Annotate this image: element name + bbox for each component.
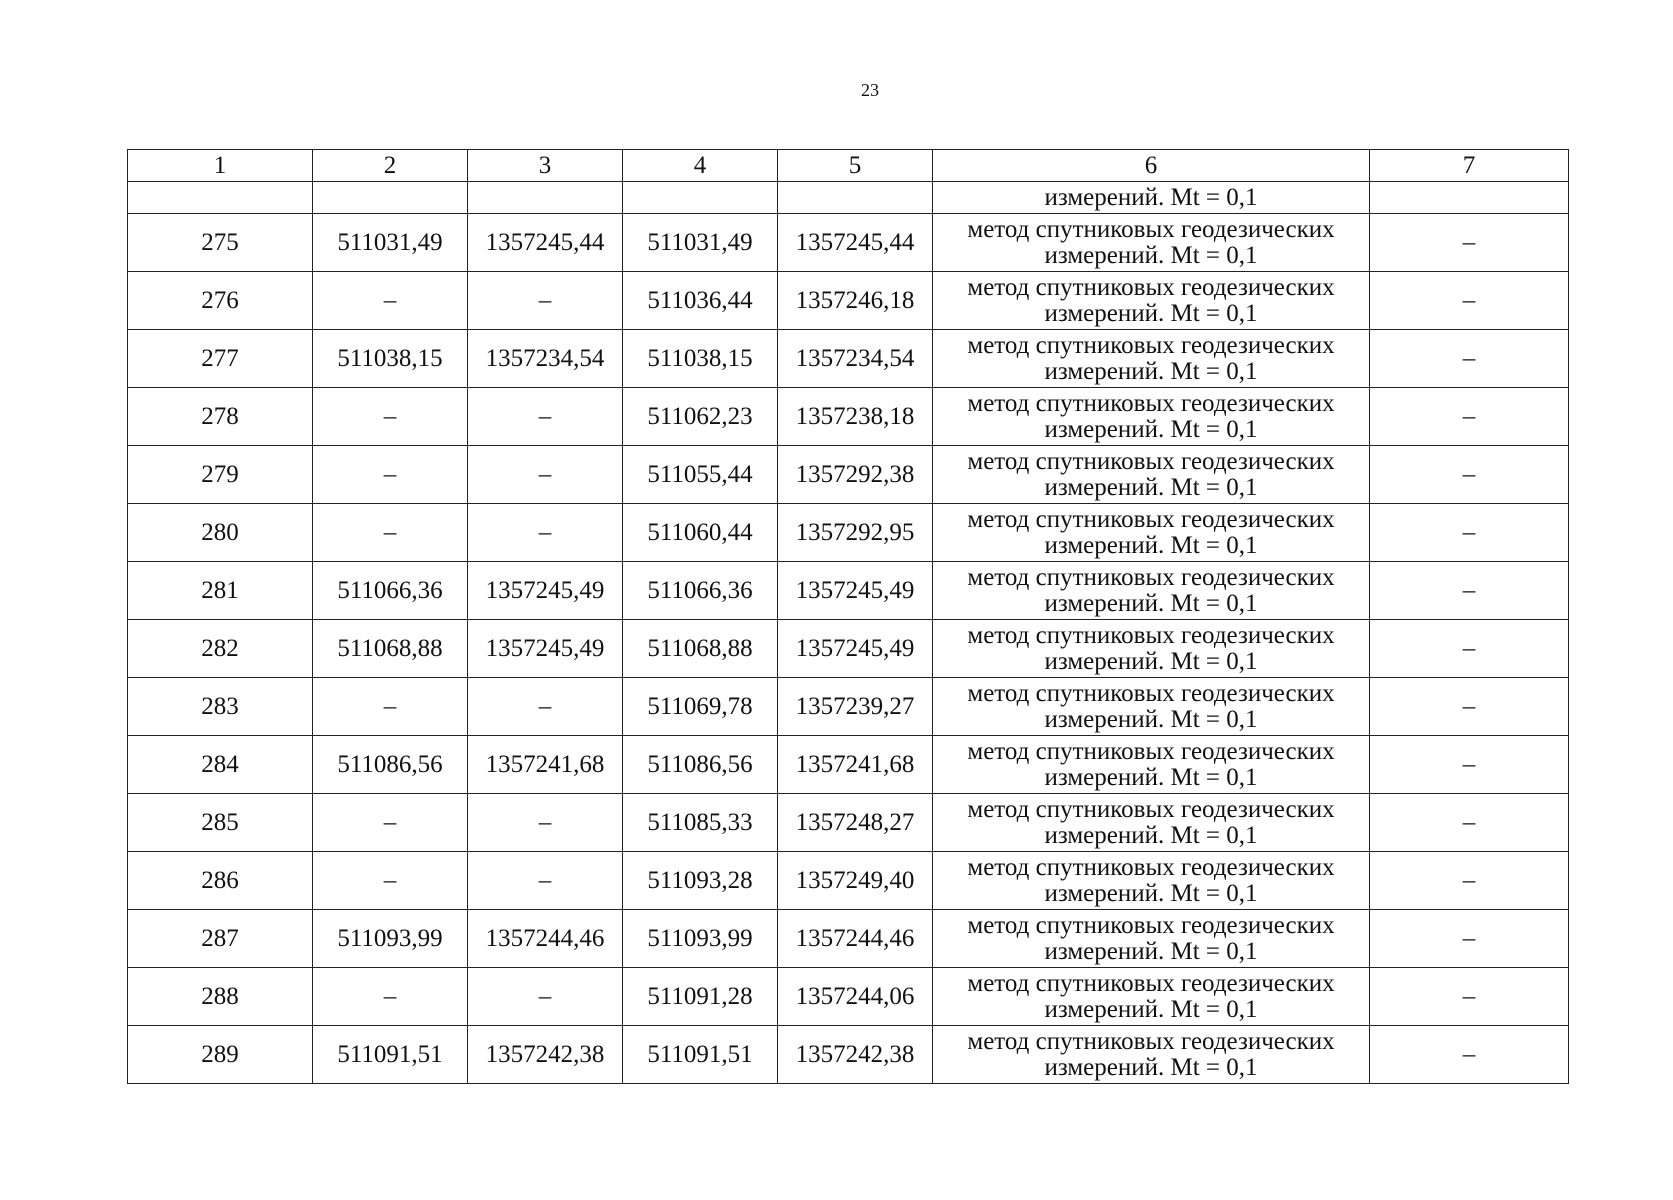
x-existing-cell: – (313, 678, 468, 736)
method-line-1: метод спутниковых геодезических (967, 795, 1335, 823)
y-refined-cell: 1357244,46 (778, 910, 933, 968)
y-refined-cell: 1357245,44 (778, 214, 933, 272)
table-row (128, 910, 1569, 968)
method-cell (933, 330, 1370, 388)
note-cell: – (1370, 446, 1569, 504)
x-refined-cell: 511038,15 (623, 330, 778, 388)
method-line-2: измерений. Mt = 0,1 (1044, 647, 1258, 675)
method-line-2: измерений. Mt = 0,1 (1044, 473, 1258, 501)
method-line-1: метод спутниковых геодезических (967, 911, 1335, 939)
point-number-cell: 280 (128, 504, 313, 562)
y-refined-cell: 1357234,54 (778, 330, 933, 388)
x-refined-cell: 511060,44 (623, 504, 778, 562)
x-existing-cell: 511066,36 (313, 562, 468, 620)
x-existing-cell: 511086,56 (313, 736, 468, 794)
method-cell (933, 736, 1370, 794)
point-number-cell: 284 (128, 736, 313, 794)
table-body (128, 182, 1569, 1084)
method-line-2: измерений. Mt = 0,1 (1044, 589, 1258, 617)
x-refined-cell: 511069,78 (623, 678, 778, 736)
point-number-cell: 279 (128, 446, 313, 504)
note-cell: – (1370, 214, 1569, 272)
y-existing-cell: – (468, 968, 623, 1026)
coordinates-table (127, 149, 1569, 1084)
y-existing-cell: – (468, 446, 623, 504)
method-cell (933, 272, 1370, 330)
method-cell (933, 678, 1370, 736)
y-refined-cell: 1357292,95 (778, 504, 933, 562)
table-row (128, 852, 1569, 910)
table-row (128, 1026, 1569, 1084)
y-refined-cell: 1357244,06 (778, 968, 933, 1026)
point-number-cell: 285 (128, 794, 313, 852)
method-cell (933, 1026, 1370, 1084)
note-cell: – (1370, 794, 1569, 852)
x-existing-cell: 511038,15 (313, 330, 468, 388)
x-existing-cell: – (313, 446, 468, 504)
continuation-method-cell: измерений. Mt = 0,1 (933, 182, 1370, 214)
x-refined-cell: 511086,56 (623, 736, 778, 794)
y-existing-cell: 1357245,44 (468, 214, 623, 272)
y-existing-cell: 1357242,38 (468, 1026, 623, 1084)
method-line-2: измерений. Mt = 0,1 (1044, 705, 1258, 733)
point-number-cell: 288 (128, 968, 313, 1026)
x-refined-cell: 511085,33 (623, 794, 778, 852)
y-refined-cell: 1357242,38 (778, 1026, 933, 1084)
y-refined-cell: 1357292,38 (778, 446, 933, 504)
method-line-2: измерений. Mt = 0,1 (1044, 357, 1258, 385)
method-cell (933, 794, 1370, 852)
method-line-1: метод спутниковых геодезических (967, 447, 1335, 475)
y-refined-cell: 1357245,49 (778, 620, 933, 678)
x-refined-cell: 511062,23 (623, 388, 778, 446)
x-refined-cell: 511091,51 (623, 1026, 778, 1084)
column-header-2: 2 (313, 150, 468, 182)
method-line-2: измерений. Mt = 0,1 (1044, 821, 1258, 849)
method-cell (933, 388, 1370, 446)
point-number-cell: 278 (128, 388, 313, 446)
note-cell: – (1370, 562, 1569, 620)
column-header-7: 7 (1370, 150, 1569, 182)
page-number: 23 (861, 80, 879, 100)
method-cell (933, 620, 1370, 678)
point-number-cell: 283 (128, 678, 313, 736)
y-refined-cell: 1357246,18 (778, 272, 933, 330)
y-existing-cell: – (468, 272, 623, 330)
column-header-5: 5 (778, 150, 933, 182)
note-cell: – (1370, 388, 1569, 446)
method-line-2: измерений. Mt = 0,1 (1044, 995, 1258, 1023)
point-number-cell: 276 (128, 272, 313, 330)
method-line-2: измерений. Mt = 0,1 (1044, 531, 1258, 559)
table-row (128, 562, 1569, 620)
table-row (128, 214, 1569, 272)
table-row (128, 736, 1569, 794)
continuation-row (128, 182, 1569, 214)
method-line-1: метод спутниковых геодезических (967, 331, 1335, 359)
note-cell: – (1370, 852, 1569, 910)
x-refined-cell: 511066,36 (623, 562, 778, 620)
table-row (128, 504, 1569, 562)
table-cell (623, 182, 778, 214)
method-line-2: измерений. Mt = 0,1 (1044, 415, 1258, 443)
method-line-2: измерений. Mt = 0,1 (1044, 1053, 1258, 1081)
x-existing-cell: – (313, 504, 468, 562)
point-number-cell: 281 (128, 562, 313, 620)
note-cell: – (1370, 968, 1569, 1026)
method-line-2: измерений. Mt = 0,1 (1044, 299, 1258, 327)
method-line-1: метод спутниковых геодезических (967, 273, 1335, 301)
x-existing-cell: 511093,99 (313, 910, 468, 968)
y-refined-cell: 1357241,68 (778, 736, 933, 794)
x-existing-cell: 511031,49 (313, 214, 468, 272)
method-cell (933, 562, 1370, 620)
table-row (128, 272, 1569, 330)
note-cell: – (1370, 910, 1569, 968)
y-existing-cell: – (468, 678, 623, 736)
y-refined-cell: 1357249,40 (778, 852, 933, 910)
method-line-1: метод спутниковых геодезических (967, 679, 1335, 707)
table-cell (313, 182, 468, 214)
method-line-2: измерений. Mt = 0,1 (1044, 241, 1258, 269)
method-cell (933, 968, 1370, 1026)
method-line-2: измерений. Mt = 0,1 (1044, 879, 1258, 907)
method-cell (933, 214, 1370, 272)
table-cell (128, 182, 313, 214)
y-existing-cell: 1357234,54 (468, 330, 623, 388)
y-existing-cell: 1357245,49 (468, 620, 623, 678)
y-existing-cell: – (468, 794, 623, 852)
y-existing-cell: – (468, 504, 623, 562)
method-line-2: измерений. Mt = 0,1 (1044, 763, 1258, 791)
note-cell: – (1370, 504, 1569, 562)
method-line-1: метод спутниковых геодезических (967, 621, 1335, 649)
x-existing-cell: – (313, 272, 468, 330)
x-refined-cell: 511091,28 (623, 968, 778, 1026)
point-number-cell: 286 (128, 852, 313, 910)
column-header-1: 1 (128, 150, 313, 182)
x-existing-cell: – (313, 388, 468, 446)
point-number-cell: 287 (128, 910, 313, 968)
method-line-1: метод спутниковых геодезических (967, 563, 1335, 591)
note-cell: – (1370, 1026, 1569, 1084)
table-cell (1370, 182, 1569, 214)
column-number-row (128, 150, 1569, 182)
method-line-1: метод спутниковых геодезических (967, 389, 1335, 417)
table-cell (778, 182, 933, 214)
table-row (128, 620, 1569, 678)
point-number-cell: 282 (128, 620, 313, 678)
point-number-cell: 277 (128, 330, 313, 388)
method-cell (933, 446, 1370, 504)
table-cell (468, 182, 623, 214)
method-line-1: метод спутниковых геодезических (967, 1027, 1335, 1055)
point-number-cell: 289 (128, 1026, 313, 1084)
y-existing-cell: 1357245,49 (468, 562, 623, 620)
y-existing-cell: – (468, 852, 623, 910)
y-refined-cell: 1357238,18 (778, 388, 933, 446)
x-refined-cell: 511093,28 (623, 852, 778, 910)
x-existing-cell: 511068,88 (313, 620, 468, 678)
point-number-cell: 275 (128, 214, 313, 272)
x-refined-cell: 511093,99 (623, 910, 778, 968)
x-refined-cell: 511036,44 (623, 272, 778, 330)
method-line-1: метод спутниковых геодезических (967, 215, 1335, 243)
table-row (128, 678, 1569, 736)
x-refined-cell: 511031,49 (623, 214, 778, 272)
y-existing-cell: 1357241,68 (468, 736, 623, 794)
note-cell: – (1370, 330, 1569, 388)
table-row (128, 794, 1569, 852)
method-line-1: метод спутниковых геодезических (967, 969, 1335, 997)
table-row (128, 968, 1569, 1026)
note-cell: – (1370, 678, 1569, 736)
x-existing-cell: – (313, 968, 468, 1026)
column-header-6: 6 (933, 150, 1370, 182)
note-cell: – (1370, 272, 1569, 330)
table-row (128, 330, 1569, 388)
method-line-1: метод спутниковых геодезических (967, 505, 1335, 533)
column-header-3: 3 (468, 150, 623, 182)
x-existing-cell: – (313, 852, 468, 910)
x-existing-cell: – (313, 794, 468, 852)
method-cell (933, 910, 1370, 968)
method-cell (933, 852, 1370, 910)
method-line-1: метод спутниковых геодезических (967, 737, 1335, 765)
table-row (128, 388, 1569, 446)
note-cell: – (1370, 736, 1569, 794)
method-line-1: метод спутниковых геодезических (967, 853, 1335, 881)
note-cell: – (1370, 620, 1569, 678)
y-existing-cell: 1357244,46 (468, 910, 623, 968)
x-existing-cell: 511091,51 (313, 1026, 468, 1084)
y-refined-cell: 1357239,27 (778, 678, 933, 736)
column-header-4: 4 (623, 150, 778, 182)
table-row (128, 446, 1569, 504)
y-refined-cell: 1357245,49 (778, 562, 933, 620)
x-refined-cell: 511068,88 (623, 620, 778, 678)
x-refined-cell: 511055,44 (623, 446, 778, 504)
method-line-2: измерений. Mt = 0,1 (1044, 937, 1258, 965)
y-refined-cell: 1357248,27 (778, 794, 933, 852)
method-cell (933, 504, 1370, 562)
y-existing-cell: – (468, 388, 623, 446)
